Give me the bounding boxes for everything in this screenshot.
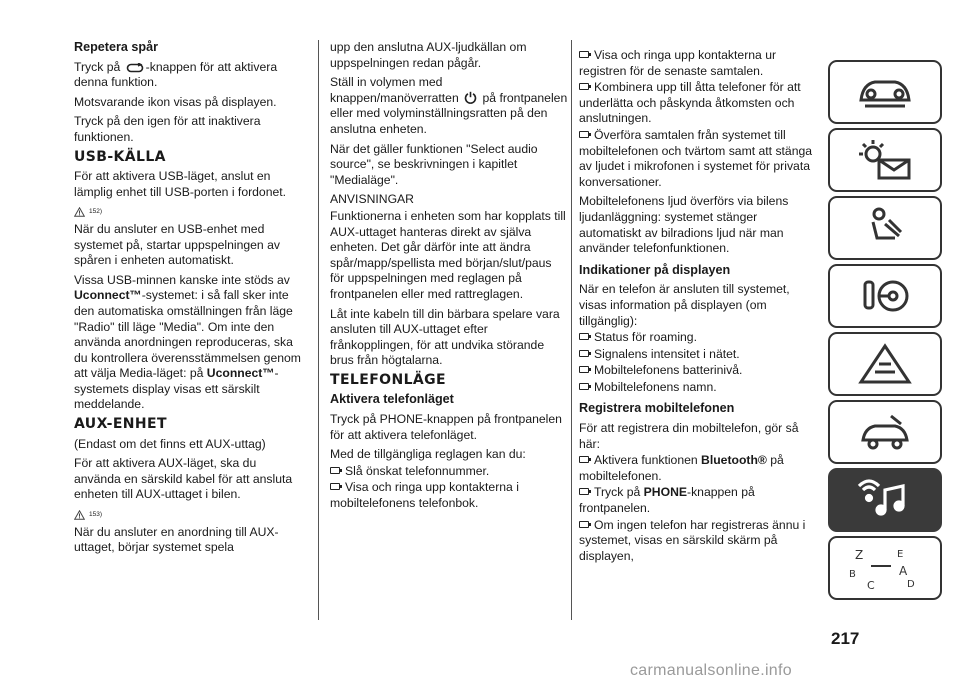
column-2: [330, 40, 568, 516]
tab-lights-messages[interactable]: [828, 128, 942, 192]
svg-text:Z: Z: [855, 548, 864, 562]
warning-triangle-icon: [855, 342, 915, 386]
list-item: [330, 464, 568, 480]
text: Kombinera upp till åtta telefoner för att underlätta och påskynda åtkomsten och anslutningen.: [579, 80, 801, 126]
para-1: upp den anslutna AUX-ljudkällan om uppspelningen redan pågår.: [330, 40, 527, 70]
bullet-icon: [579, 488, 589, 495]
heading-usb: USB-KÄLLA: [74, 148, 166, 165]
bullet-icon: [579, 521, 589, 528]
text: Slå önskat telefonnummer.: [345, 463, 490, 478]
bullet-icon: [330, 467, 340, 474]
para-aux-3: När du ansluter en anordning till AUX-uttaget, börjar systemet spela: [74, 524, 279, 555]
warning-ref-153: [74, 507, 306, 523]
text: på mobiltelefonen.: [579, 453, 784, 483]
bullet-icon: [579, 366, 589, 373]
text: Visa och ringa upp kontakterna ur registren för de senaste samtalen.: [579, 48, 777, 78]
column-3: [579, 48, 815, 568]
sun-envelope-icon: [855, 138, 915, 182]
para-2: [330, 75, 568, 137]
text: -systemet: i så fall sker inte den automatiska omställningen från läge "Radio" till läge "Media". Om inte den använda anordningen reproduceras, ska du kontrollera överensstämmelsen genom att välja Media-läget: på: [74, 288, 301, 381]
para-1: Mobiltelefonens ljud överförs via bilens ljudanläggning: systemet stänger automatiskt av bilradions ljud när man använder telefonfunktionen.: [579, 194, 789, 256]
heading-register: Registrera mobiltelefonen: [579, 401, 735, 416]
list-item: [579, 453, 815, 484]
para-5: Funktionerna i enheten som har kopplats till AUX-uttaget hanteras direkt av själva enheten. Det går därför inte att ändra spår/mapp/spellista med början/slut/paus för uppspelningen med reglagen på frontpanelen eller med rattreglagen.: [330, 208, 566, 301]
tab-safety[interactable]: [828, 196, 942, 260]
power-knob-icon: [464, 91, 477, 104]
column-1: [74, 40, 306, 560]
text: Tryck på: [74, 59, 121, 74]
para-3: När det gäller funktionen "Select audio source", se beskrivningen i kapitlet "Medialäge".: [330, 141, 538, 187]
para-aux-1: (Endast om det finns ett AUX-uttag): [74, 436, 266, 451]
tab-maintenance[interactable]: [828, 400, 942, 464]
multimedia-music-icon: [855, 476, 915, 524]
list-item: [579, 363, 815, 379]
para-repeat-3: Tryck på den igen för att inaktivera funktionen.: [74, 114, 261, 144]
text: Vissa USB-minnen kanske inte stöds av: [74, 272, 290, 287]
watermark-text: carmanualsonline.info: [630, 662, 792, 679]
para-repeat-2: Motsvarande ikon visas på displayen.: [74, 94, 277, 109]
warning-ref-152: [74, 204, 306, 220]
list-item: [330, 480, 568, 511]
tab-index[interactable]: [828, 536, 942, 600]
para-repeat-1: [74, 60, 306, 91]
bullet-icon: [579, 456, 589, 463]
para-3: För att registrera din mobiltelefon, gör så här:: [579, 421, 799, 451]
para-usb-2: När du ansluter en USB-enhet med systemet på, startar uppspelningen av spåren i enheten automatiskt.: [74, 221, 280, 268]
brand-bluetooth: Bluetooth®: [701, 453, 767, 468]
text: Mobiltelefonens batterinivå.: [594, 363, 743, 378]
repeat-icon: [126, 63, 144, 73]
phone-key-label: PHONE: [643, 485, 688, 500]
para-2: När en telefon är ansluten till systemet, visas information på displayen (om tillgänglig):: [579, 282, 790, 328]
list-item: [579, 330, 815, 346]
seat-airbag-icon: [855, 206, 915, 250]
column-divider: [571, 40, 572, 620]
heading-telephone: TELEFONLÄGE: [330, 371, 446, 388]
alphabet-index-icon: [845, 543, 925, 593]
car-dashboard-icon: [855, 72, 915, 112]
bullet-icon: [579, 350, 589, 357]
tab-starting-driving[interactable]: [828, 264, 942, 328]
list-item: [579, 48, 815, 79]
list-item: [579, 80, 815, 127]
bullet-icon: [579, 383, 589, 390]
key-steering-icon: [855, 274, 915, 318]
para-7: Tryck på PHONE-knappen på frontpanelen för att aktivera telefonläget.: [330, 412, 562, 442]
heading-aux: AUX-ENHET: [74, 416, 167, 433]
text: Aktivera funktionen: [594, 453, 698, 468]
text: Tryck på: [594, 485, 641, 500]
heading-activate-phone: Aktivera telefonläget: [330, 392, 454, 407]
text: Signalens intensitet i nätet.: [594, 346, 740, 361]
para-6: Låt inte kabeln till din bärbara spelare vara ansluten till AUX-uttaget efter frånkopplingen, för att undvika störande brus från högtalarna.: [330, 306, 560, 368]
text: Ställ in volymen med knappen/manöverratten: [330, 75, 459, 105]
svg-text:E: E: [897, 549, 904, 560]
text: Visa och ringa upp kontakterna i mobiltelefonens telefonbok.: [330, 480, 519, 511]
text: Om ingen telefon har registreras ännu i systemet, visas en särskild skärm på displayen,: [579, 517, 806, 563]
svg-text:B: B: [849, 569, 856, 580]
para-usb-1: För att aktivera USB-läget, anslut en lämplig enhet till USB-porten i fordonet.: [74, 169, 287, 199]
warning-triangle-icon: [74, 510, 85, 520]
para-8: Med de tillgängliga reglagen kan du:: [330, 447, 526, 462]
tab-car-dashboard[interactable]: [828, 60, 942, 124]
bullet-icon: [579, 51, 589, 58]
heading-repeat: Repetera spår: [74, 40, 158, 54]
brand-uconnect: Uconnect™: [74, 288, 142, 303]
brand-uconnect: Uconnect™: [206, 366, 275, 381]
tab-multimedia[interactable]: [828, 468, 942, 532]
list-item: [579, 518, 815, 565]
list-item: [579, 128, 815, 190]
text: -knappen på frontpanelen.: [579, 485, 755, 516]
column-divider: [318, 40, 319, 620]
para-4: ANVISNINGAR: [330, 192, 414, 207]
wrench-car-icon: [855, 410, 915, 454]
list-item: [579, 347, 815, 363]
bullet-icon: [330, 483, 340, 490]
svg-text:D: D: [907, 579, 915, 590]
para-aux-2: För att aktivera AUX-läget, ska du använda en särskild kabel för att ansluta enheten till AUX-uttaget i bilen.: [74, 456, 293, 502]
list-item: [579, 380, 815, 396]
warning-triangle-icon: [74, 207, 85, 217]
chapter-tabs: [828, 60, 944, 604]
ref-number: 153): [89, 511, 103, 519]
text: Mobiltelefonens namn.: [594, 379, 717, 394]
text: Överföra samtalen från systemet till mobiltelefonen och tvärtom samt att stänga av ljudet i mikrofonen i systemet för privata konversationer.: [579, 127, 813, 189]
bullet-icon: [579, 131, 589, 138]
list-item: [579, 485, 815, 516]
text: på frontpanelen eller med volyminställningsratten på den anslutna enheten.: [330, 90, 568, 136]
heading-indications: Indikationer på displayen: [579, 262, 731, 277]
para-usb-3: [74, 273, 306, 413]
ref-number: 152): [89, 208, 103, 216]
text: Status för roaming.: [594, 330, 697, 345]
page-number: 217: [831, 629, 860, 648]
svg-text:C: C: [867, 579, 875, 592]
text: -systemets display visas ett särskilt meddelande.: [74, 366, 279, 412]
tab-emergency[interactable]: [828, 332, 942, 396]
text: -knappen för att aktivera denna funktion.: [74, 59, 278, 90]
bullet-icon: [579, 333, 589, 340]
bullet-icon: [579, 83, 589, 90]
svg-text:A: A: [899, 564, 908, 578]
